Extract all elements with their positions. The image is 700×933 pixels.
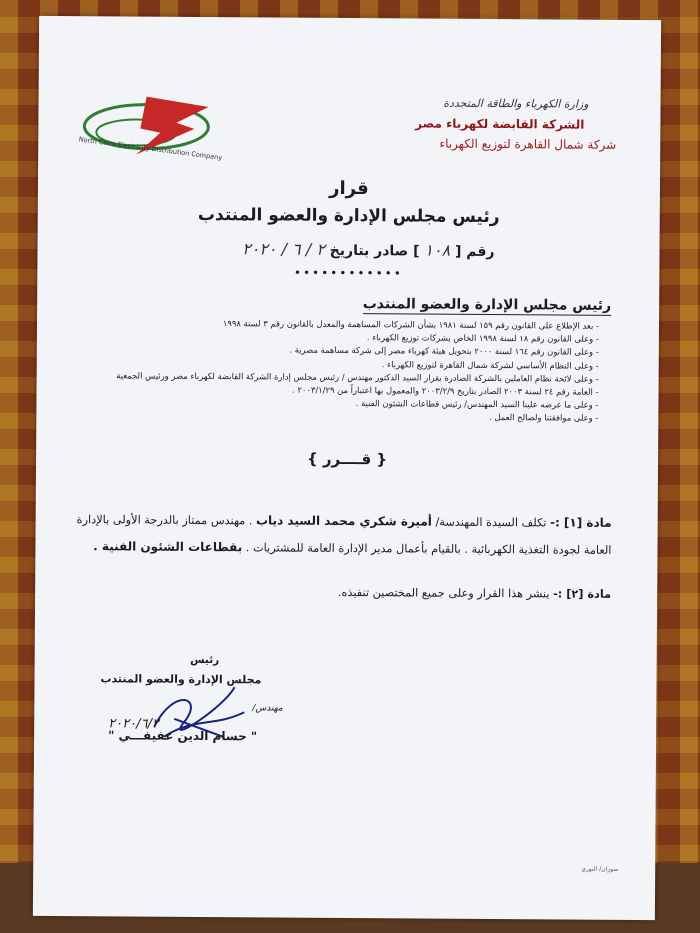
- ministry-name: وزارة الكهرباء والطاقة المتجددة: [443, 96, 589, 111]
- list-item: - وعلى القانون رقم ١٨ لسنة ١٩٩٨ الخاص بشركات توزيع الكهرباء .: [99, 329, 599, 346]
- list-item: - بعد الإطلاع على القانون رقم ١٥٩ لسنة ١٩٨١ بشأن الشركات المساهمة والمعدل بالقانون رقم ٣ لسنة ١٩٩٨: [99, 316, 599, 333]
- article-1: [61, 506, 611, 564]
- company-name: شركة شمال القاهرة لتوزيع الكهرباء: [439, 136, 617, 152]
- article-1-label: مادة [١] :-: [549, 515, 612, 530]
- article-2-label: مادة [٢] :-: [553, 587, 612, 601]
- number-close: ] صادر بتاريخ: [329, 242, 420, 260]
- list-item: - العامة رقم ٢٤ لسنة ٢٠٠٣ الصادر بتاريخ ٢٠٠٣/٢/٩ والمعمول بها اعتباراً من ٢٠٠٣/١/٢٩ .: [99, 382, 599, 399]
- separator-stars: ••••••••••••: [293, 265, 403, 281]
- decree-number-line: [242, 239, 495, 260]
- article-1-sector: بقطاعات الشئون الفنية .: [93, 539, 243, 555]
- decision-heading: { قــــرر }: [306, 449, 388, 469]
- signer-name: " حسام الدين عفيفـــي ": [108, 728, 258, 744]
- logo-caption: North Cairo Electricity Distribution Company: [78, 135, 223, 162]
- preamble-heading: رئيس مجلس الإدارة والعضو المنتدب: [362, 296, 612, 314]
- holding-company-name: الشركة القابضة لكهرباء مصر: [415, 116, 585, 132]
- article-1-body: . مهندس ممتاز بالدرجة الأولى بالإدارة العامة لجودة التغذية الكهربائية . بالقيام بأعمال مدير الإدارة العامة للمشتريات .: [76, 513, 612, 557]
- article-1-name: أميرة شكري محمد السيد دياب: [255, 513, 432, 529]
- article-2: [338, 586, 611, 601]
- list-item: - وعلى موافقتنا ولصالح العمل .: [98, 409, 598, 426]
- article-1-intro: تكلف السيدة المهندسة/: [435, 515, 547, 530]
- decree-date: ٢ / ٦ / ٢٠٢٠: [242, 239, 325, 259]
- decree-number: ١٠٨: [424, 240, 451, 260]
- list-item: - وعلى النظام الأساسي لشركة شمال القاهرة لتوزيع الكهرباء .: [99, 356, 599, 373]
- article-2-text: ينشر هذا القرار وعلى جميع المختصين تنفيذه.: [337, 585, 550, 601]
- number-label: رقم [: [454, 243, 495, 261]
- decree-document: [33, 16, 661, 920]
- decree-title: قرار: [329, 177, 369, 200]
- list-item: - وعلى القانون رقم ١٦٤ لسنة ٢٠٠٠ بتحويل هيئة كهرباء مصر إلى شركة مساهمة مصرية .: [99, 343, 599, 360]
- issuer-title: رئيس مجلس الإدارة والعضو المنتدب: [197, 204, 500, 228]
- engineer-label: مهندس/: [252, 703, 283, 714]
- signature-title: رئيس: [190, 653, 220, 667]
- list-item: - وعلى لائحة نظام العاملين بالشركة الصادرة بقرار السيد الدكتور مهندس / رئيس مجلس إدارة الشركة القابضة لكهرباء مصر ورئيس الجمعية: [99, 369, 599, 386]
- handwritten-signature-icon: [134, 667, 255, 758]
- handwritten-date: ٢٠٢٠/٦/٢: [108, 716, 159, 732]
- list-item: - وعلى ما عرضه علينا السيد المهندس/ رئيس قطاعات الشئون الفنية .: [98, 395, 598, 412]
- preamble-list: [98, 316, 599, 425]
- footnote: سوزان/ النوري: [581, 865, 619, 873]
- signature-title-2: مجلس الإدارة والعضو المنتدب: [100, 672, 262, 687]
